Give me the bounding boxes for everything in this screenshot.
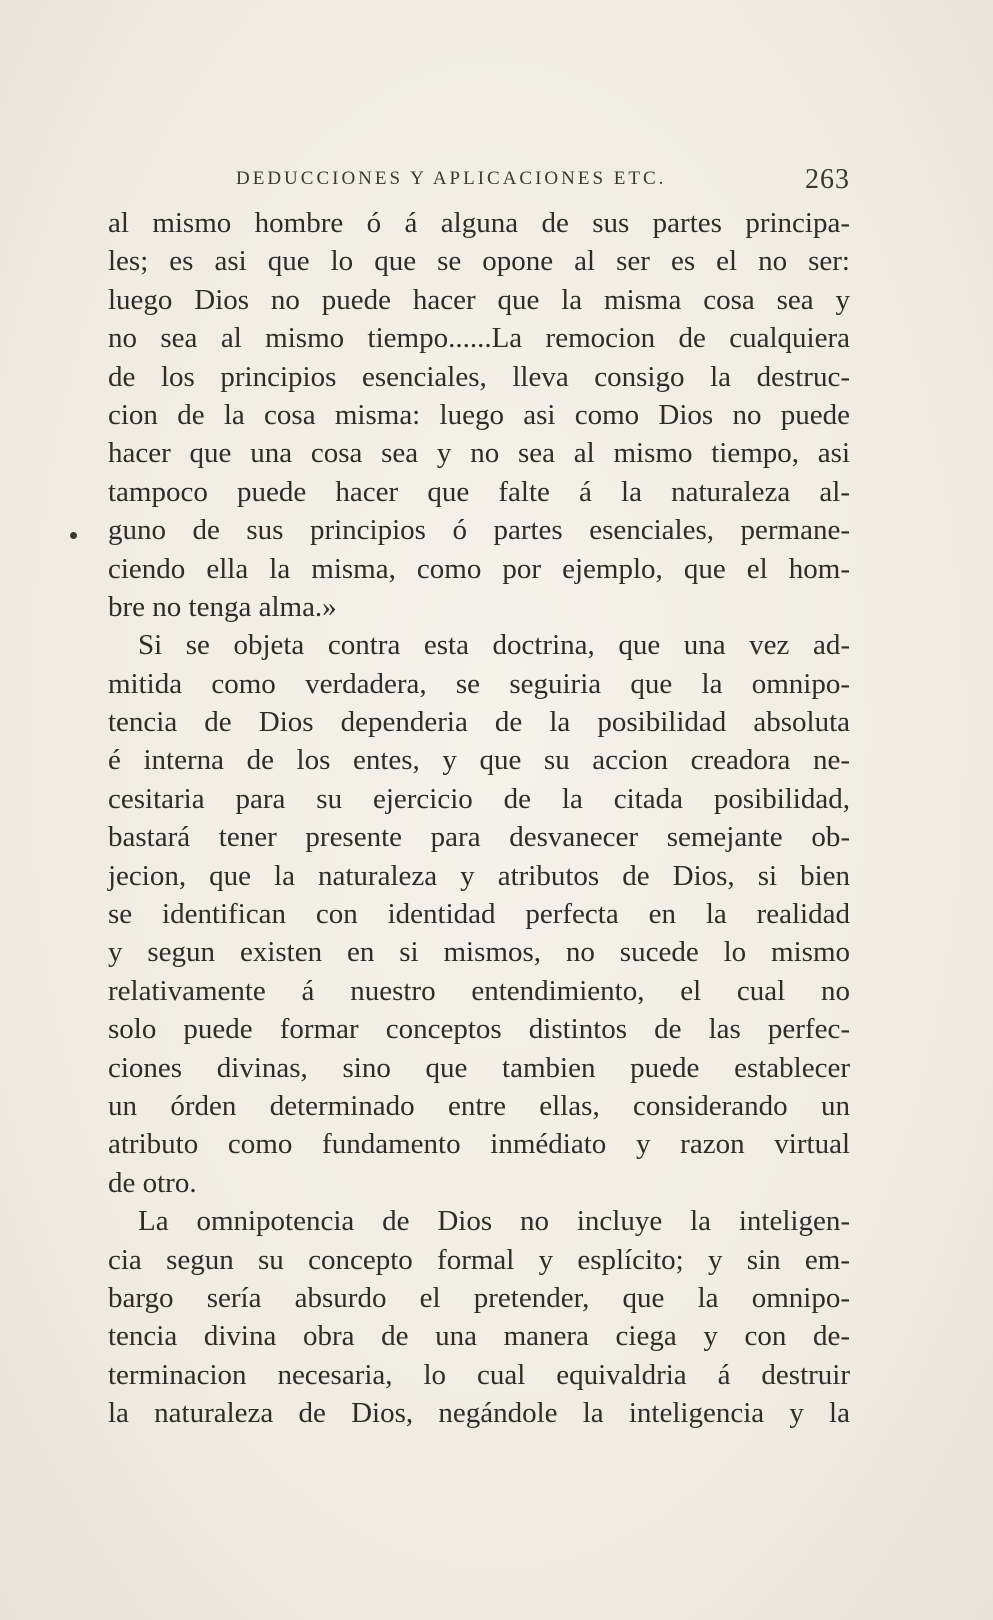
text-line: al mismo hombre ó á alguna de sus partes principa- xyxy=(108,207,850,239)
text-line: terminacion necesaria, lo cual equivaldria á destruir xyxy=(108,1358,850,1391)
text-line: se identifican con identidad perfecta en la realidad xyxy=(108,898,850,931)
text-line: tencia divina obra de una manera ciega y con de- xyxy=(108,1320,850,1353)
text-line: hacer que una cosa sea y no sea al mismo tiempo, asi xyxy=(108,437,850,470)
text-line: de otro. xyxy=(108,1166,197,1199)
text-line: de los principios esenciales, lleva consigo la destruc- xyxy=(108,360,850,393)
running-head xyxy=(236,164,850,200)
text-line: cia segun su concepto formal y esplícito; y sin em- xyxy=(108,1243,850,1276)
text-line: ciones divinas, sino que tambien puede establecer xyxy=(108,1051,850,1084)
paragraph xyxy=(108,204,850,626)
text-line: tencia de Dios dependeria de la posibilidad absoluta xyxy=(108,706,850,739)
text-line: bre no tenga alma.» xyxy=(108,590,337,623)
page-number: 263 xyxy=(805,164,850,195)
text-line: atributo como fundamento inmédiato y razon virtual xyxy=(108,1128,850,1161)
text-line: la naturaleza de Dios, negándole la inteligencia y la xyxy=(108,1397,850,1430)
text-line: Si se objeta contra esta doctrina, que una vez ad- xyxy=(138,629,850,662)
text-line: cesitaria para su ejercicio de la citada posibilidad, xyxy=(108,782,850,815)
text-line: relativamente á nuestro entendimiento, el cual no xyxy=(108,974,850,1007)
text-line: tampoco puede hacer que falte á la naturaleza al- xyxy=(108,475,850,508)
text-line: no sea al mismo tiempo......La remocion de cualquiera xyxy=(108,322,850,355)
text-line: guno de sus principios ó partes esenciales, permane- xyxy=(108,514,850,547)
text-line: bargo sería absurdo el pretender, que la omnipo- xyxy=(108,1281,850,1314)
running-title: DEDUCCIONES Y APLICACIONES ETC. xyxy=(236,168,667,189)
paragraph xyxy=(108,1202,850,1432)
paragraph xyxy=(108,626,850,1202)
text-line: y segun existen en si mismos, no sucede lo mismo xyxy=(108,936,850,969)
text-line: cion de la cosa misma: luego asi como Dios no puede xyxy=(108,398,850,431)
text-line: é interna de los entes, y que su accion creadora ne- xyxy=(108,744,850,777)
text-line: mitida como verdadera, se seguiria que la omnipo- xyxy=(108,667,850,700)
text-line: bastará tener presente para desvanecer semejante ob- xyxy=(108,821,850,854)
text-line: jecion, que la naturaleza y atributos de Dios, si bien xyxy=(108,859,850,892)
text-line: luego Dios no puede hacer que la misma cosa sea y xyxy=(108,283,850,316)
text-line: solo puede formar conceptos distintos de las perfec- xyxy=(108,1013,850,1046)
body-text xyxy=(108,204,850,1433)
text-line: La omnipotencia de Dios no incluye la inteligen- xyxy=(138,1205,850,1238)
text-line: un órden determinado entre ellas, considerando un xyxy=(108,1089,850,1122)
text-line: les; es asi que lo que se opone al ser es el no ser: xyxy=(108,245,850,278)
text-line: ciendo ella la misma, como por ejemplo, que el hom- xyxy=(108,552,850,585)
margin-dot xyxy=(70,532,77,539)
